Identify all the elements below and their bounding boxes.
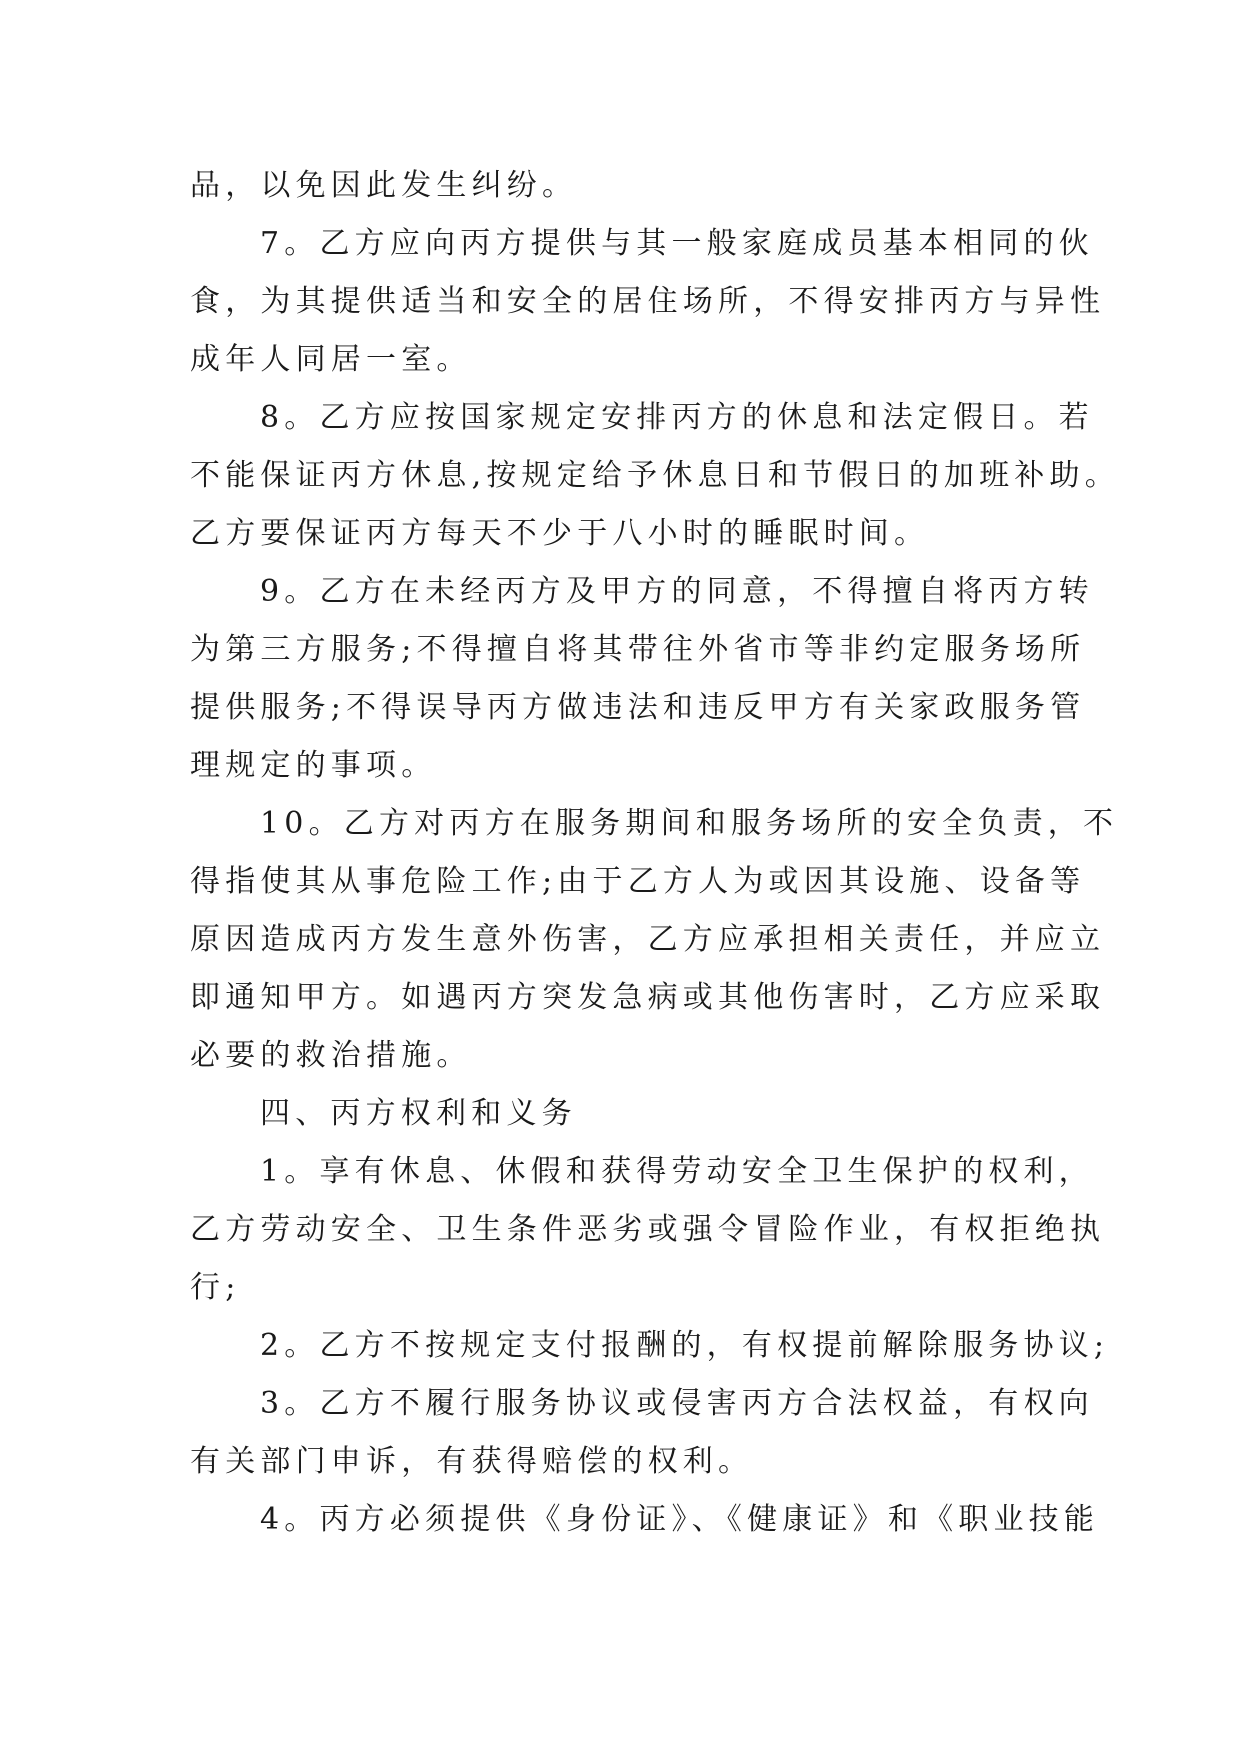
document-body bbox=[190, 157, 1120, 1549]
text-line-9: 为第三方服务;不得擅自将其带往外省市等非约定服务场所 bbox=[190, 632, 1086, 667]
text-line-21: 2。乙方不按规定支付报酬的，有权提前解除服务协议; bbox=[260, 1328, 1110, 1363]
text-line-2: 7。乙方应向丙方提供与其一般家庭成员基本相同的伙 bbox=[260, 226, 1094, 261]
text-line-6: 不能保证丙方休息,按规定给予休息日和节假日的加班补助。 bbox=[190, 458, 1120, 493]
text-line-20: 行; bbox=[190, 1270, 241, 1305]
text-line-12: 10。乙方对丙方在服务期间和服务场所的安全负责，不 bbox=[260, 806, 1119, 841]
text-line-5: 8。乙方应按国家规定安排丙方的休息和法定假日。若 bbox=[260, 400, 1094, 435]
text-line-4: 成年人同居一室。 bbox=[190, 342, 472, 377]
text-line-11: 理规定的事项。 bbox=[190, 748, 437, 783]
text-line-19: 乙方劳动安全、卫生条件恶劣或强令冒险作业，有权拒绝执 bbox=[190, 1212, 1106, 1247]
text-line-15: 即通知甲方。如遇丙方突发急病或其他伤害时，乙方应采取 bbox=[190, 980, 1106, 1015]
text-line-18: 1。享有休息、休假和获得劳动安全卫生保护的权利， bbox=[260, 1154, 1094, 1189]
text-line-24: 4。丙方必须提供《身份证》、《健康证》和《职业技能 bbox=[260, 1502, 1100, 1537]
text-line-1: 品，以免因此发生纠纷。 bbox=[190, 168, 578, 203]
text-line-8: 9。乙方在未经丙方及甲方的同意，不得擅自将丙方转 bbox=[260, 574, 1094, 609]
text-line-3: 食，为其提供适当和安全的居住场所，不得安排丙方与异性 bbox=[190, 284, 1106, 319]
text-line-22: 3。乙方不履行服务协议或侵害丙方合法权益，有权向 bbox=[260, 1386, 1094, 1421]
section-heading: 四、丙方权利和义务 bbox=[260, 1096, 577, 1131]
text-line-13: 得指使其从事危险工作;由于乙方人为或因其设施、设备等 bbox=[190, 864, 1086, 899]
text-line-7: 乙方要保证丙方每天不少于八小时的睡眠时间。 bbox=[190, 516, 930, 551]
text-line-14: 原因造成丙方发生意外伤害，乙方应承担相关责任，并应立 bbox=[190, 922, 1106, 957]
text-line-16: 必要的救治措施。 bbox=[190, 1038, 472, 1073]
text-line-23: 有关部门申诉，有获得赔偿的权利。 bbox=[190, 1444, 754, 1479]
text-line-10: 提供服务;不得误导丙方做违法和违反甲方有关家政服务管 bbox=[190, 690, 1086, 725]
